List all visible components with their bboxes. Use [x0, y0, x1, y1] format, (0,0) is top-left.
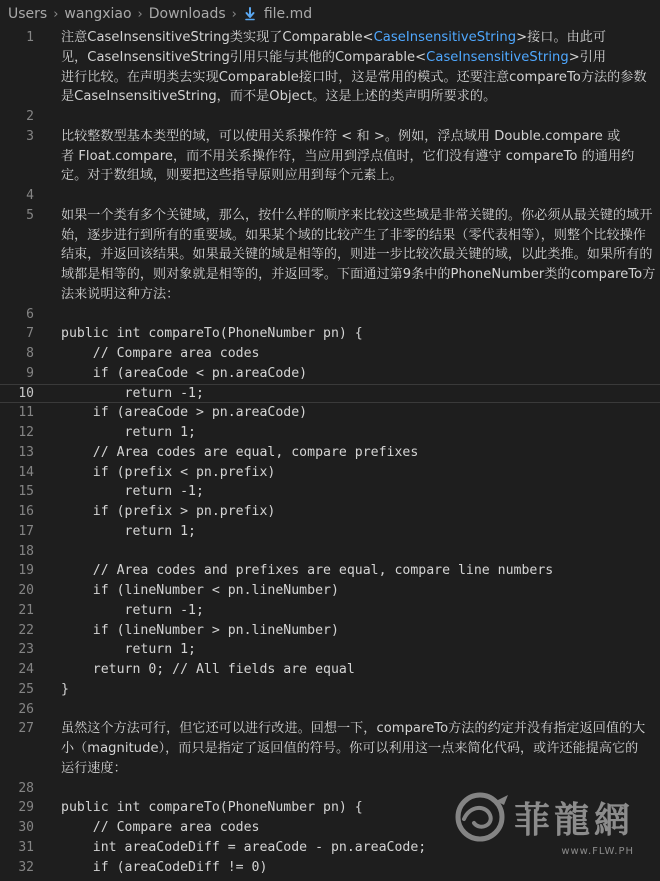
line-content: if (prefix < pn.prefix)	[61, 464, 276, 480]
editor-line[interactable]	[0, 542, 660, 562]
editor-line[interactable]	[0, 719, 660, 778]
editor-line[interactable]	[0, 561, 660, 581]
breadcrumb	[0, 0, 660, 28]
editor-line[interactable]	[0, 305, 660, 325]
line-content: return 1;	[61, 642, 196, 658]
editor-line[interactable]	[0, 818, 660, 838]
line-content: return -1;	[61, 385, 204, 401]
line-number: 1	[26, 30, 34, 45]
line-content: if (lineNumber < pn.lineNumber)	[61, 583, 339, 598]
editor-line[interactable]	[0, 206, 660, 305]
line-content: return -1;	[61, 484, 204, 500]
editor-line[interactable]	[0, 344, 660, 364]
line-number: 13	[18, 444, 34, 460]
editor-line[interactable]	[0, 680, 660, 700]
line-content: if (areaCode < pn.areaCode)	[61, 365, 308, 381]
line-content	[61, 719, 646, 778]
line-number: 31	[18, 839, 34, 855]
line-content: return 0; // All fields are equal	[61, 662, 355, 677]
line-content: if (lineNumber > pn.lineNumber)	[61, 622, 339, 638]
editor-line[interactable]	[0, 186, 660, 206]
line-content: return -1;	[61, 602, 204, 618]
line-number: 17	[18, 523, 34, 539]
line-number: 6	[26, 306, 34, 322]
line-content: public int compareTo(PhoneNumber pn) {	[61, 800, 363, 816]
line-number: 8	[26, 346, 34, 361]
prose-text: 始，逐步进行到所有的重要域。如果某个域的比较产生了非零的结果（零代表相等），则整个比较操作	[61, 227, 646, 243]
editor-line[interactable]	[0, 522, 660, 542]
editor-line[interactable]	[0, 798, 660, 818]
line-number: 2	[26, 109, 34, 124]
line-number: 14	[18, 464, 34, 480]
prose-text: 比较整数型基本类型的域，可以使用关系操作符 < 和 >。例如，浮点域用 Double.compare 或	[61, 128, 621, 144]
line-number: 9	[26, 365, 34, 381]
prose-text: 运行速度：	[61, 760, 127, 776]
editor-line[interactable]	[0, 107, 660, 127]
prose-text: 见，CaseInsensitiveString引用只能与其他的Comparable<CaseInsensitiveString>引用	[61, 49, 607, 65]
editor-line[interactable]	[0, 463, 660, 483]
editor-line[interactable]	[0, 403, 660, 423]
line-content: if (prefix > pn.prefix)	[61, 504, 276, 519]
line-number: 25	[18, 681, 34, 697]
editor-line[interactable]	[0, 779, 660, 799]
line-content: }	[61, 681, 69, 697]
editor-line[interactable]	[0, 502, 660, 522]
line-content: if (areaCode > pn.areaCode)	[61, 405, 308, 421]
line-number: 7	[26, 326, 34, 342]
editor-line[interactable]	[0, 581, 660, 601]
line-content: if (areaCodeDiff != 0)	[61, 859, 268, 875]
prose-text: 者 Float.compare，而不用关系操作符，当应用到浮点值时，它们没有遵守 compareTo 的通用约	[61, 148, 635, 164]
line-content: // Compare area codes	[61, 346, 260, 361]
line-number: 3	[26, 128, 34, 144]
line-number: 19	[18, 563, 34, 579]
editor-line[interactable]	[0, 482, 660, 502]
chevron-right-icon: ›	[53, 6, 59, 22]
line-number: 28	[18, 780, 34, 796]
chevron-right-icon: ›	[137, 6, 143, 22]
line-number: 5	[26, 207, 34, 223]
prose-text: 结束，并返回该结果。如果最关键的域是相等的，则进一步比较次最关键的域，以此类推。如果所有的	[61, 247, 653, 263]
line-number: 20	[18, 583, 34, 598]
editor-line[interactable]	[0, 423, 660, 443]
line-content: public int compareTo(PhoneNumber pn) {	[61, 326, 363, 342]
line-number: 29	[18, 800, 34, 816]
chevron-right-icon: ›	[231, 6, 237, 22]
line-content: // Area codes are equal, compare prefixes	[61, 444, 419, 460]
line-content: // Area codes and prefixes are equal, compare line numbers	[61, 563, 554, 579]
prose-text: 注意CaseInsensitiveString类实现了Comparable<CaseInsensitiveString>接口。由此可	[61, 30, 607, 45]
editor-line[interactable]	[0, 601, 660, 621]
line-content	[61, 206, 656, 305]
type-highlight: CaseInsensitiveString	[373, 30, 517, 45]
editor-line[interactable]	[0, 621, 660, 641]
watermark-text: 菲龍網	[513, 798, 634, 841]
prose-text: 法来说明这种方法：	[61, 286, 180, 302]
line-number: 12	[18, 425, 34, 440]
watermark-url: www.FLW.PH	[561, 846, 634, 857]
line-number: 30	[18, 820, 34, 835]
editor-line[interactable]	[0, 700, 660, 720]
line-content: return 1;	[61, 523, 196, 539]
line-number: 16	[18, 504, 34, 519]
line-content: // Compare area codes	[61, 820, 260, 835]
editor-line[interactable]	[0, 443, 660, 463]
type-highlight: CaseInsensitiveString	[426, 49, 569, 65]
line-content	[61, 28, 647, 107]
breadcrumb-item-downloads[interactable]: Downloads	[148, 6, 226, 22]
line-number: 23	[18, 642, 34, 658]
editor-line[interactable]	[0, 660, 660, 680]
markdown-file-icon	[243, 7, 257, 21]
line-number: 22	[18, 622, 34, 638]
editor-line[interactable]	[0, 838, 660, 858]
prose-text: 是CaseInsensitiveString，而不是Object。这是上述的类声明所要求的。	[61, 89, 497, 105]
prose-text: 小（magnitude），而只是指定了返回值的符号。你可以利用这一点来简化代码，或许还能提高它的	[61, 741, 639, 756]
line-number: 11	[18, 405, 34, 421]
editor-line[interactable]	[0, 28, 660, 107]
prose-text: 如果一个类有多个关键域，那么，按什么样的顺序来比较这些域是非常关键的。你必须从最关键的域开	[61, 207, 653, 223]
line-number: 21	[18, 602, 34, 618]
line-number: 27	[18, 721, 34, 737]
editor-line[interactable]	[0, 640, 660, 660]
line-number: 4	[26, 188, 34, 203]
line-number: 18	[18, 543, 34, 559]
line-number: 32	[18, 859, 34, 875]
editor-line[interactable]	[0, 858, 660, 878]
editor-line[interactable]	[0, 384, 660, 404]
breadcrumb-item-users[interactable]: Users	[8, 6, 48, 22]
editor-area[interactable]	[0, 28, 660, 877]
prose-text: 域都是相等的，则对象就是相等的，并返回零。下面通过第9条中的PhoneNumber类的compareTo方	[61, 267, 656, 282]
prose-text: 进行比较。在声明类去实现Comparable接口时，这是常用的模式。还要注意compareTo方法的参数	[61, 69, 647, 85]
line-content: return 1;	[61, 425, 196, 440]
breadcrumb-item-user[interactable]: wangxiao	[64, 6, 132, 22]
line-content: int areaCodeDiff = areaCode - pn.areaCode;	[61, 839, 427, 855]
breadcrumb-file[interactable]: file.md	[263, 6, 313, 22]
line-number: 26	[18, 701, 34, 717]
prose-text: 虽然这个方法可行，但它还可以进行改进。回想一下，compareTo方法的约定并没有指定返回值的大	[61, 721, 646, 737]
editor-line[interactable]	[0, 324, 660, 344]
editor-line[interactable]	[0, 364, 660, 384]
editor-line[interactable]	[0, 127, 660, 186]
line-number: 15	[18, 484, 34, 500]
prose-text: 定。对于数组域，则要把这些指导原则应用到每个元素上。	[61, 168, 403, 184]
line-number: 24	[18, 662, 34, 677]
line-content	[61, 127, 635, 186]
line-number: 10	[18, 385, 34, 401]
